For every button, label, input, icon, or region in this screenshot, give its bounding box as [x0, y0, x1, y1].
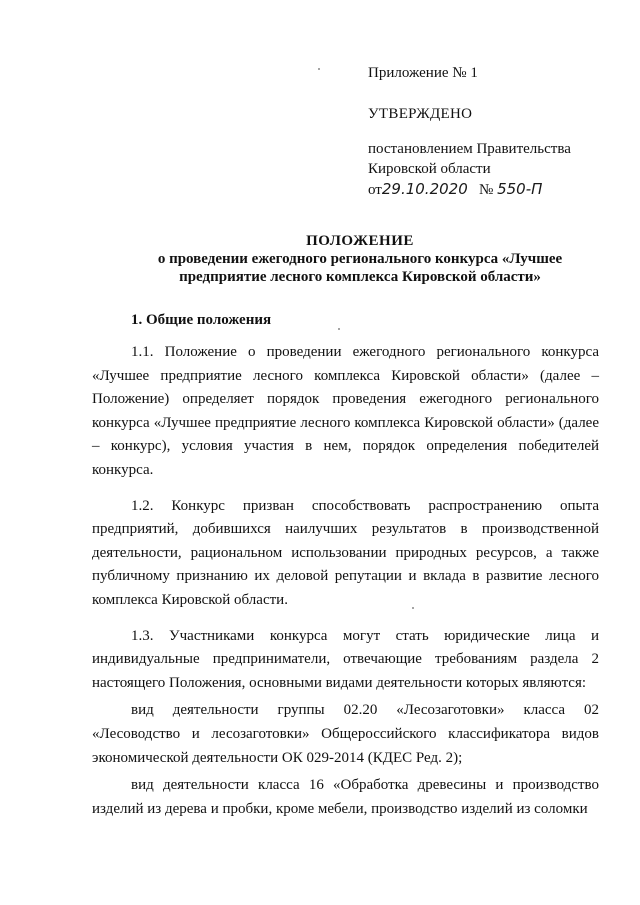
handwritten-number: 550-П	[497, 180, 543, 198]
paragraph-activity-02-20: вид деятельности группы 02.20 «Лесозаготовки» класса 02 «Лесоводство и лесозаготовки» Общероссийского классификатора видов экономической деятельности ОК 029-2014 (КДЕС Ред. 2);	[92, 702, 599, 766]
decree-date-line	[368, 179, 608, 200]
section-body	[92, 341, 599, 833]
document-title	[80, 232, 640, 286]
paragraph-1-1: 1.1. Положение о проведении ежегодного регионального конкурса «Лучшее предприятие лесного комплекса Кировской области» (далее – Положение) определяет порядок проведения ежегодного регионального конкурса «Лучшее предприятие лесного комплекса Кировской области» (далее – конкурс), условия участия в нем, порядок определения победителей конкурса.	[92, 344, 599, 478]
title-subtitle-line-2: предприятие лесного комплекса Кировской области»	[179, 269, 541, 285]
date-prefix: от	[368, 182, 382, 198]
paragraph-1-3: 1.3. Участниками конкурса могут стать юридические лица и индивидуальные предприниматели, отвечающие требованиям раздела 2 настоящего Положения, основными видами деятельности которых являются:	[92, 627, 599, 691]
title-subtitle-line-1: о проведении ежегодного регионального конкурса «Лучшее	[157, 251, 563, 267]
decree-line-2: Кировской области	[368, 161, 491, 177]
scan-speck	[412, 607, 414, 609]
handwritten-date: 29.10.2020	[381, 180, 468, 198]
paragraph-activity-16: вид деятельности класса 16 «Обработка древесины и производство изделий из дерева и пробки, кроме мебели, производство изделий из соломки	[92, 777, 599, 817]
section-heading: 1. Общие положения	[131, 312, 272, 328]
paragraph-1-2: 1.2. Конкурс призван способствовать распространению опыта предприятий, добившихся наилучших результатов в производственной деятельности, рациональном использовании природных ресурсов, а также публичному признанию их деловой репутации и вклада в развитие лесного комплекса Кировской области.	[92, 497, 599, 608]
appendix-label: Приложение № 1	[368, 65, 478, 81]
scan-speck	[318, 68, 320, 70]
decree-line-1: постановлением Правительства	[368, 141, 571, 157]
title-main: ПОЛОЖЕНИЕ	[306, 233, 414, 249]
decree-block	[368, 139, 608, 200]
scan-speck	[338, 328, 340, 330]
approved-label: УТВЕРЖДЕНО	[368, 106, 473, 122]
number-prefix: №	[479, 182, 494, 198]
